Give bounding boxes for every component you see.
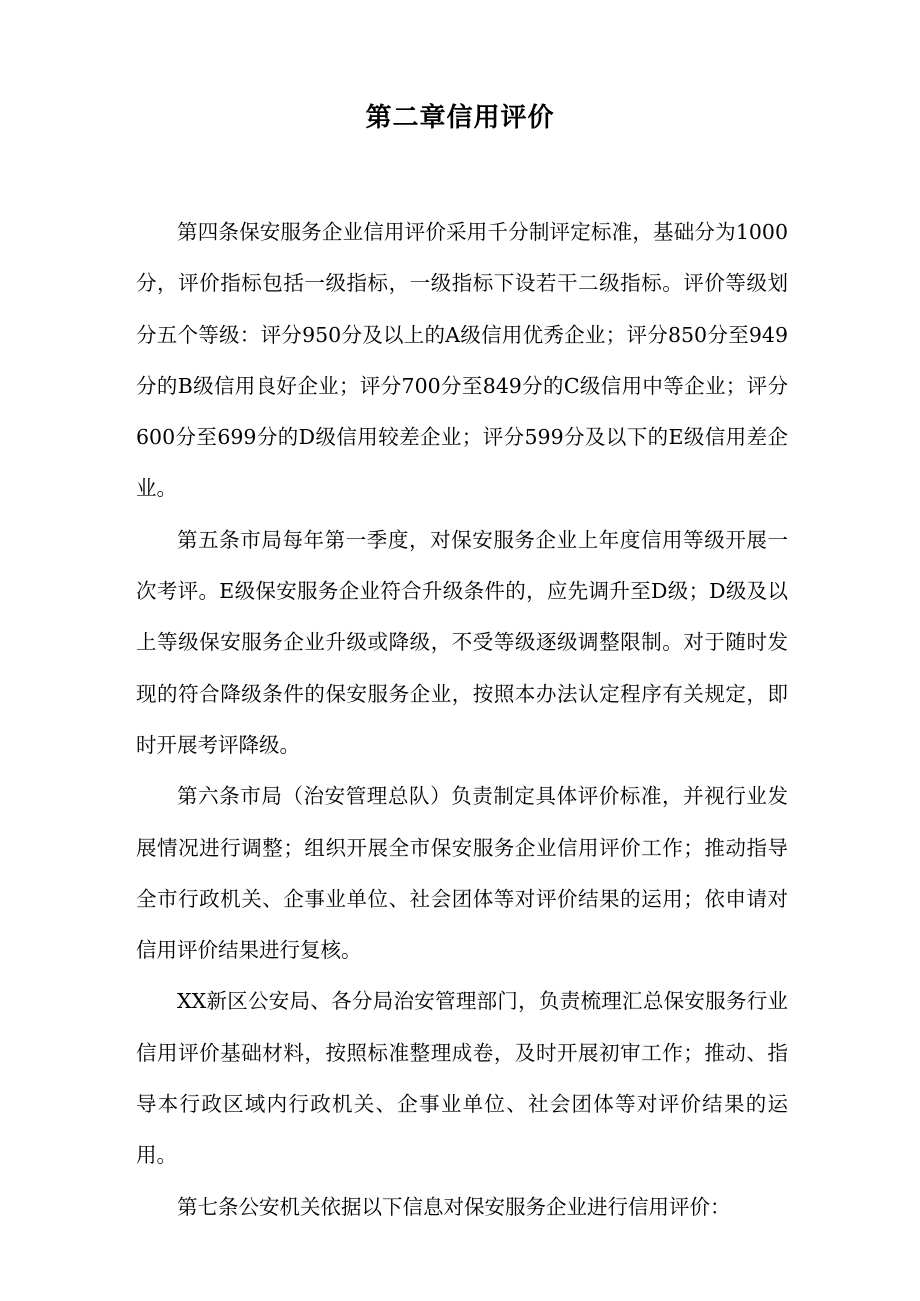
paragraph-article-5: 第五条市局每年第一季度，对保安服务企业上年度信用等级开展一次考评。E级保安服务企业符合升级条件的，应先调升至D级；D级及以上等级保安服务企业升级或降级，不受等级逐级调整限制。对于随时发现的符合降级条件的保安服务企业，按照本办法认定程序有关规定，即时开展考评降级。 [136, 527, 788, 757]
paragraph-article-6: 第六条市局（治安管理总队）负责制定具体评价标准，并视行业发展情况进行调整；组织开展全市保安服务企业信用评价工作；推动指导全市行政机关、企事业单位、社会团体等对评价结果的运用；依申请对信用评价结果进行复核。 [136, 784, 788, 963]
document-body [136, 207, 788, 1233]
paragraph-article-7: 第七条公安机关依据以下信息对保安服务企业进行信用评价： [177, 1194, 731, 1219]
paragraph-article-4: 第四条保安服务企业信用评价采用千分制评定标准，基础分为1000分，评价指标包括一级指标，一级指标下设若干二级指标。评价等级划分五个等级：评分950分及以上的A级信用优秀企业；评分850分至949分的B级信用良好企业；评分700分至849分的C级信用中等企业；评分600分至699分的D级信用较差企业；评分599分及以下的E级信用差企业。 [136, 220, 788, 501]
chapter-title: 第二章信用评价 [365, 103, 555, 133]
paragraph-district-duties: XX新区公安局、各分局治安管理部门，负责梳理汇总保安服务行业信用评价基础材料，按照标准整理成卷，及时开展初审工作；推动、指导本行政区域内行政机关、企事业单位、社会团体等对评价结果的运用。 [136, 989, 788, 1168]
